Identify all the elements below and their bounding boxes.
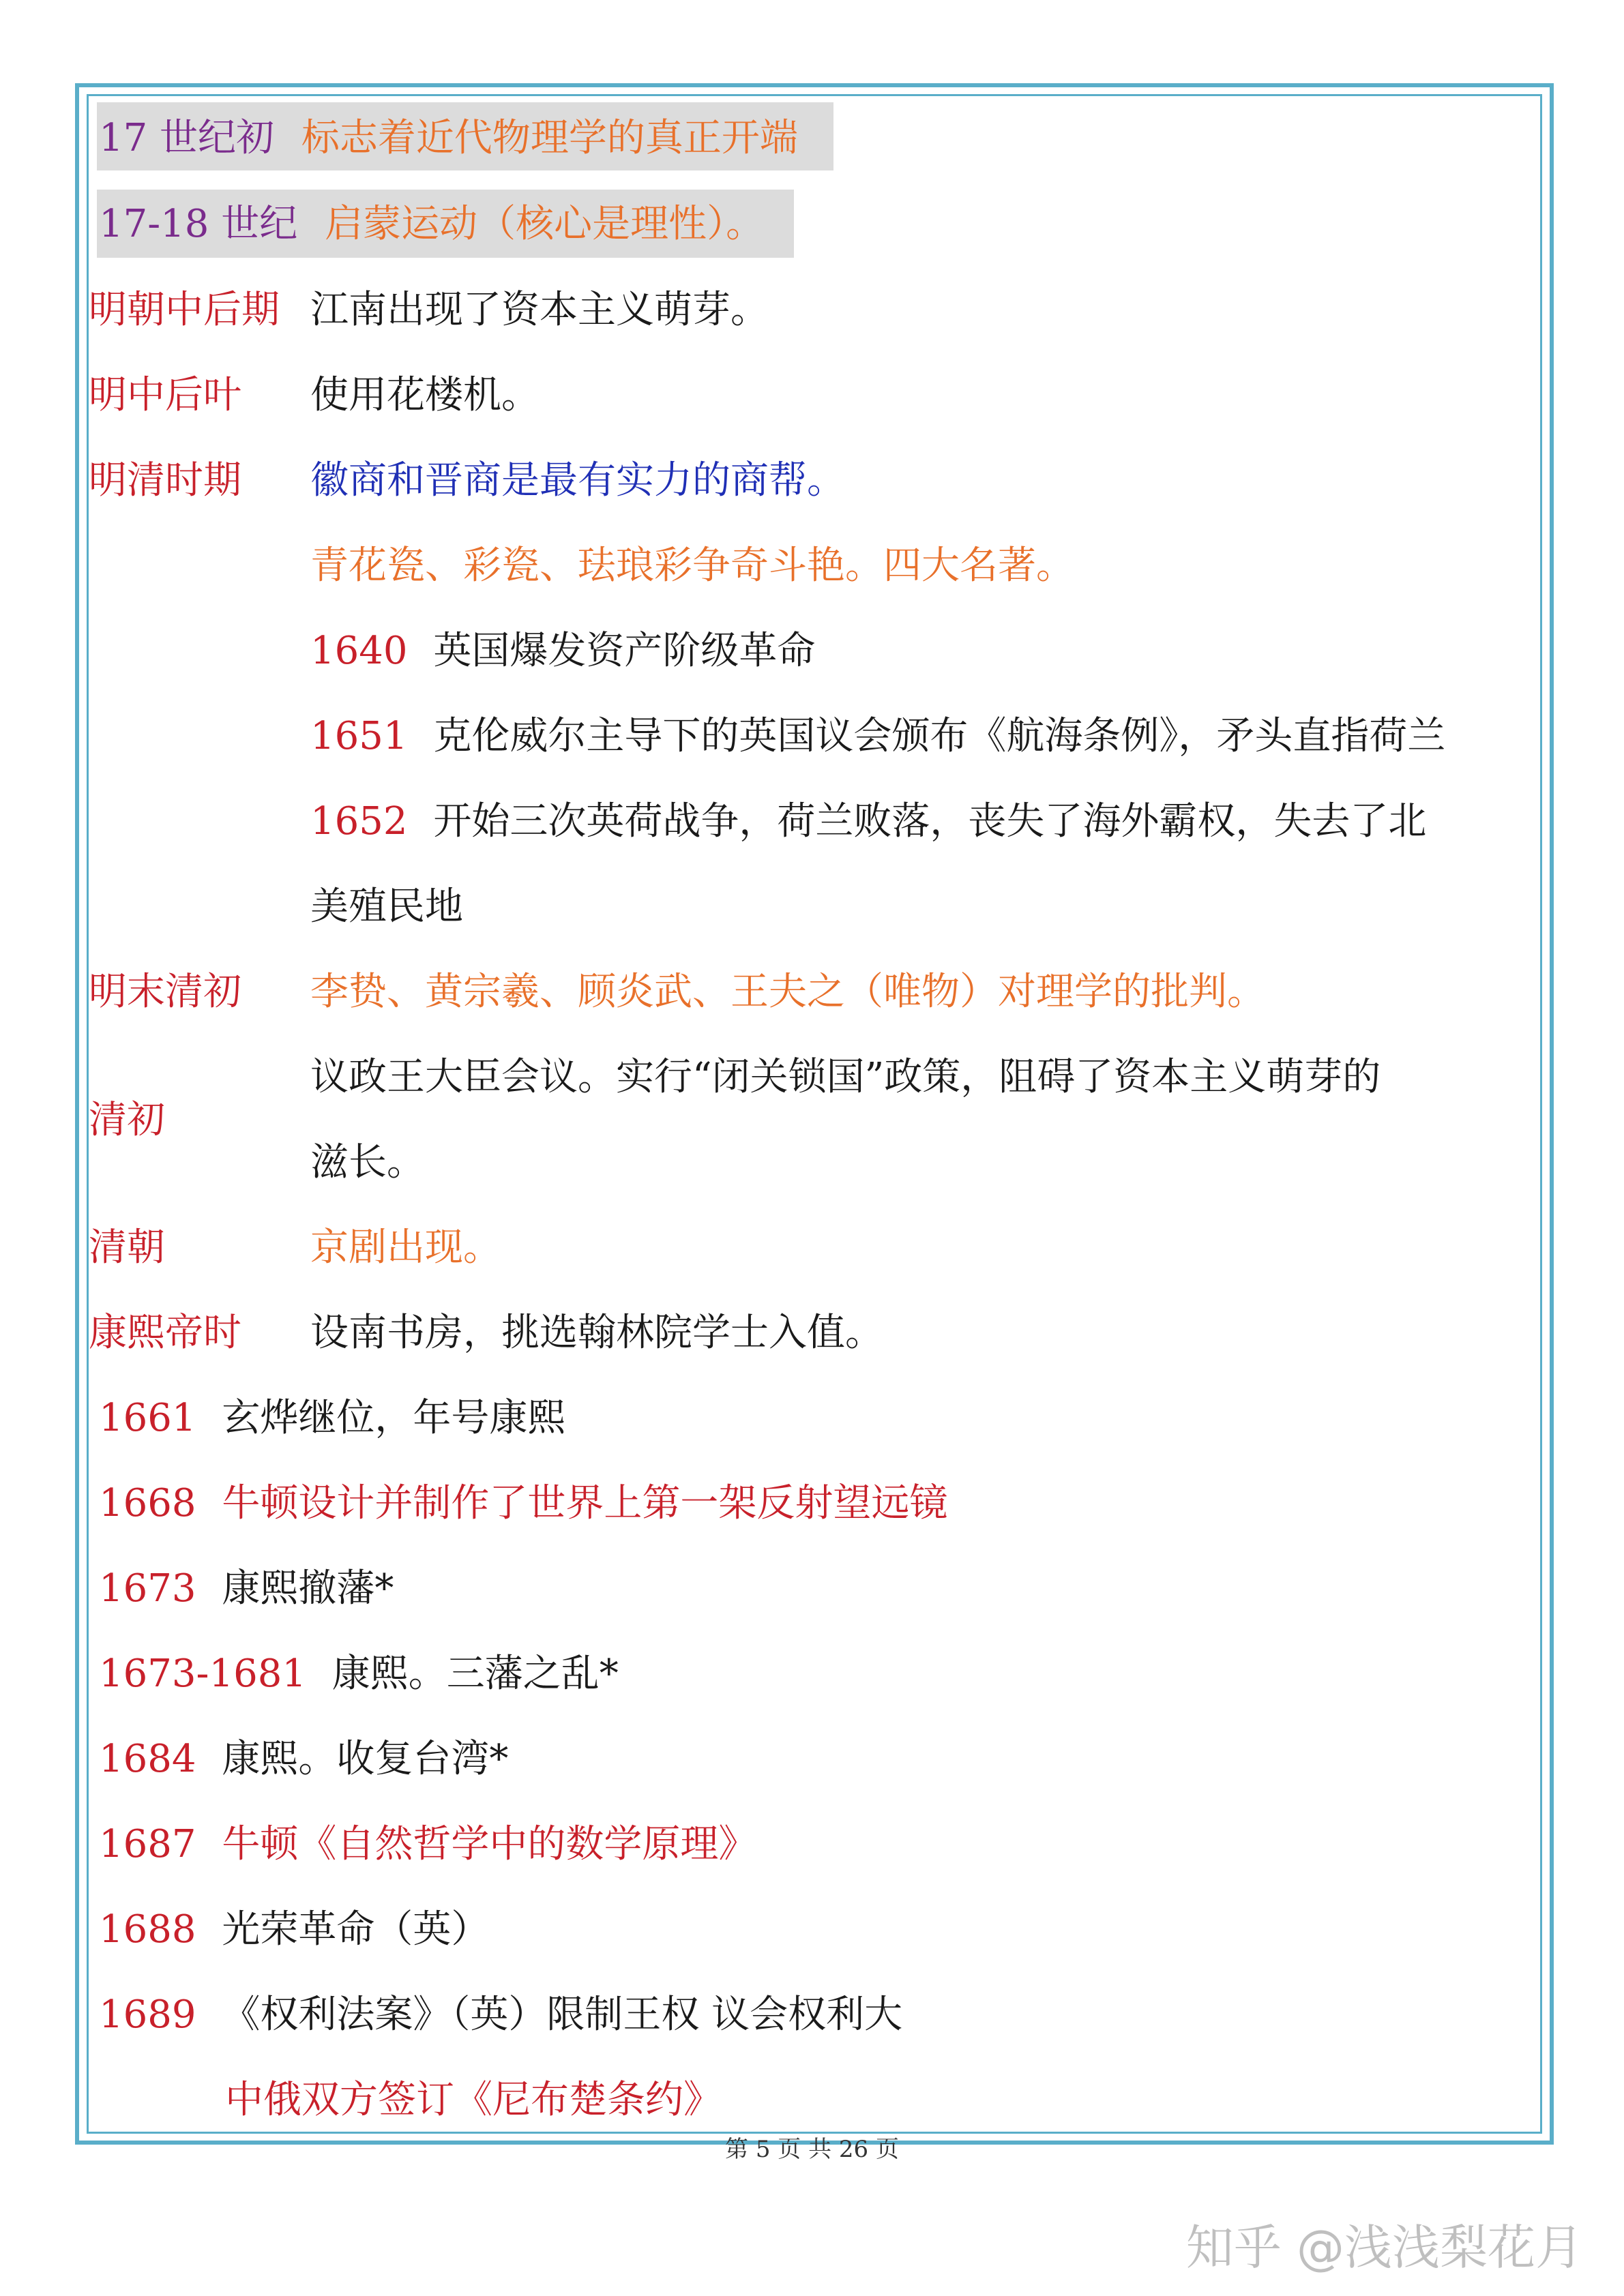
year-row — [99, 1395, 565, 1442]
row-label: 17 世纪初 — [99, 116, 275, 160]
row-text: 滋长。 — [310, 1140, 425, 1184]
year-label: 1687 — [99, 1822, 196, 1866]
row-text: 标志着近代物理学的真正开端 — [301, 116, 798, 160]
year-text: 牛顿《自然哲学中的数学原理》 — [222, 1822, 757, 1866]
year-text: 牛顿设计并制作了世界上第一架反射望远镜 — [222, 1481, 948, 1525]
row-label: 康熙帝时 — [89, 1311, 241, 1355]
row-text: 江南出现了资本主义萌芽。 — [310, 288, 769, 332]
year-row — [99, 1480, 947, 1527]
row-label: 17-18 世纪 — [99, 202, 298, 246]
row-text: 李贽、黄宗羲、顾炎武、王夫之（唯物）对理学的批判。 — [310, 970, 1265, 1014]
row-text: 青花瓷、彩瓷、珐琅彩争奇斗艳。四大名著。 — [310, 543, 1074, 588]
row-text: 议政王大臣会议。实行“闭关锁国”政策，阻碍了资本主义萌芽的 — [310, 1055, 1381, 1099]
row-text: 启蒙运动（核心是理性）。 — [325, 202, 765, 246]
row-text: 使用花楼机。 — [310, 373, 540, 417]
row-label: 清初 — [89, 1098, 165, 1142]
year-row — [99, 1991, 902, 2039]
row-text: 中俄双方签订《尼布楚条约》 — [225, 2078, 722, 2122]
row-text: 京剧出现。 — [310, 1225, 501, 1270]
row-label: 明末清初 — [89, 970, 241, 1014]
year-row — [99, 1821, 756, 1868]
year-text: 开始三次英荷战争，荷兰败落，丧失了海外霸权，失去了北 — [433, 799, 1427, 844]
year-label: 1673 — [99, 1566, 196, 1611]
year-text: 康熙撤藩* — [222, 1566, 394, 1611]
year-label: 1661 — [99, 1396, 196, 1440]
year-row — [99, 1735, 508, 1783]
year-text: 克伦威尔主导下的英国议会颁布《航海条例》，矛头直指荷兰 — [433, 714, 1446, 758]
row-label: 清朝 — [89, 1225, 165, 1270]
year-text: 英国爆发资产阶级革命 — [433, 629, 816, 673]
year-text: 康熙。三藩之乱* — [331, 1652, 619, 1696]
row-text: 徽商和晋商是最有实力的商帮。 — [310, 458, 845, 503]
year-label: 1652 — [310, 799, 408, 844]
year-text: 《权利法案》（英）限制王权 议会权利大 — [222, 1993, 903, 2037]
year-label: 1668 — [99, 1481, 196, 1525]
year-row — [310, 627, 815, 675]
row-text: 设南书房，挑选翰林院学士入值。 — [310, 1311, 883, 1355]
row-label: 明中后叶 — [89, 373, 241, 417]
year-label: 1688 — [99, 1907, 196, 1952]
header-row — [99, 115, 798, 162]
year-label: 1673-1681 — [99, 1652, 306, 1696]
page-footer: 第 5 页 共 26 页 — [725, 2136, 899, 2163]
row-text: 美殖民地 — [310, 884, 463, 929]
year-label: 1640 — [310, 629, 408, 673]
row-label: 明朝中后期 — [89, 288, 280, 332]
year-row — [99, 1565, 394, 1613]
header-row — [99, 200, 764, 248]
year-text: 光荣革命（英） — [222, 1907, 490, 1952]
year-row — [99, 1906, 489, 1954]
year-label: 1684 — [99, 1737, 196, 1781]
year-row — [310, 798, 1426, 846]
year-label: 1689 — [99, 1993, 196, 2037]
watermark: 知乎 @浅浅梨花月 — [1185, 2220, 1583, 2276]
year-row — [99, 1650, 619, 1698]
year-text: 康熙。收复台湾* — [222, 1737, 509, 1781]
year-text: 玄烨继位，年号康熙 — [222, 1396, 566, 1440]
year-label: 1651 — [310, 714, 408, 758]
year-row — [310, 713, 1445, 760]
row-label: 明清时期 — [89, 458, 241, 503]
